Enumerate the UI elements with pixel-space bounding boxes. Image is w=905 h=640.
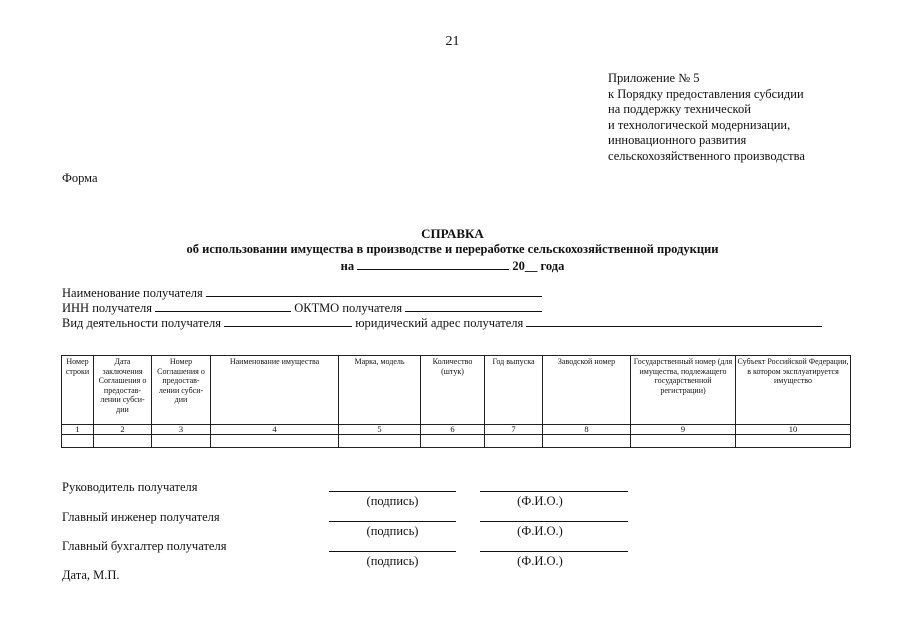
document-title: СПРАВКА [421, 226, 484, 241]
appendix-line: к Порядку предоставления субсидии [608, 86, 804, 101]
table-header-cell: Заводской номер [543, 356, 631, 425]
column-number: 8 [543, 425, 631, 435]
table-header-cell: Дата заключения Соглашения о предостав-лении субси-дии [94, 356, 152, 425]
column-number: 7 [485, 425, 543, 435]
table-header-cell: Номер Соглашения о предостав-лении субси-дии [152, 356, 211, 425]
form-label: Форма [62, 171, 98, 185]
table-header-cell: Государственный номер (для имущества, подлежащего государственной регистрации) [631, 356, 736, 425]
appendix-line: инновационного развития [608, 133, 747, 147]
table-cell[interactable] [152, 435, 211, 448]
appendix-note [608, 71, 898, 164]
recipient-name-label: Наименование получателя [62, 286, 203, 300]
date-prefix: на [340, 259, 355, 273]
engineer-label: Главный инженер получателя [62, 510, 220, 524]
table-cell[interactable] [631, 435, 736, 448]
signature-caption: (подпись) [366, 494, 419, 508]
head-name-line[interactable] [480, 491, 628, 492]
date-blank[interactable] [357, 258, 509, 270]
name-caption: (Ф.И.О.) [517, 524, 563, 538]
table-header-cell: Год выпуска [485, 356, 543, 425]
inn-oktmo-row [62, 300, 542, 316]
table-header-cell: Номер строки [62, 356, 94, 425]
recipient-name-field[interactable] [206, 285, 542, 297]
head-label: Руководитель получателя [62, 480, 198, 494]
inn-label: ИНН получателя [62, 301, 152, 315]
table-header-cell: Марка, модель [339, 356, 421, 425]
table-cell[interactable] [485, 435, 543, 448]
column-number: 4 [211, 425, 339, 435]
appendix-line: Приложение № 5 [608, 71, 700, 85]
table-cell[interactable] [421, 435, 485, 448]
table-header-cell: Субъект Российской Федерации, в котором эксплуатируется имущество [736, 356, 851, 425]
table-cell[interactable] [543, 435, 631, 448]
accountant-label: Главный бухгалтер получателя [62, 539, 227, 553]
table-cell[interactable] [211, 435, 339, 448]
table-cell[interactable] [736, 435, 851, 448]
column-number: 1 [62, 425, 94, 435]
appendix-line: сельскохозяйственного производства [608, 148, 805, 163]
column-number: 3 [152, 425, 211, 435]
table-cell[interactable] [339, 435, 421, 448]
name-caption: (Ф.И.О.) [517, 494, 563, 508]
column-number: 5 [339, 425, 421, 435]
document-subtitle: об использовании имущества в производстве и переработке сельскохозяйственной продукции [186, 242, 719, 256]
oktmo-field[interactable] [405, 300, 542, 312]
column-number: 6 [421, 425, 485, 435]
appendix-line: на поддержку технической [608, 102, 751, 116]
legal-address-label: юридический адрес получателя [355, 316, 524, 330]
inn-field[interactable] [155, 300, 291, 312]
engineer-name-line[interactable] [480, 521, 628, 522]
recipient-name-row [62, 285, 542, 301]
oktmo-label: ОКТМО получателя [294, 301, 403, 315]
table-row [62, 435, 851, 448]
name-caption: (Ф.И.О.) [517, 554, 563, 568]
appendix-line: и технологической модернизации, [608, 117, 791, 132]
signature-caption: (подпись) [366, 524, 419, 538]
column-number: 10 [736, 425, 851, 435]
property-table [61, 355, 851, 448]
date-year: 20__ года [512, 259, 565, 273]
column-number: 2 [94, 425, 152, 435]
activity-label: Вид деятельности получателя [62, 316, 221, 330]
accountant-signature-line[interactable] [329, 551, 456, 552]
table-cell[interactable] [62, 435, 94, 448]
engineer-signature-line[interactable] [329, 521, 456, 522]
date-stamp-label: Дата, М.П. [62, 568, 120, 582]
table-header-row [62, 356, 851, 425]
table-number-row [62, 425, 851, 435]
activity-address-row [62, 315, 822, 331]
report-date-line [0, 258, 905, 274]
column-number: 9 [631, 425, 736, 435]
signature-caption: (подпись) [366, 554, 419, 568]
head-signature-line[interactable] [329, 491, 456, 492]
activity-field[interactable] [224, 315, 352, 327]
table-header-cell: Количество (штук) [421, 356, 485, 425]
legal-address-field[interactable] [526, 315, 822, 327]
page-number: 21 [445, 34, 460, 49]
table-cell[interactable] [94, 435, 152, 448]
table-header-cell: Наименование имущества [211, 356, 339, 425]
accountant-name-line[interactable] [480, 551, 628, 552]
